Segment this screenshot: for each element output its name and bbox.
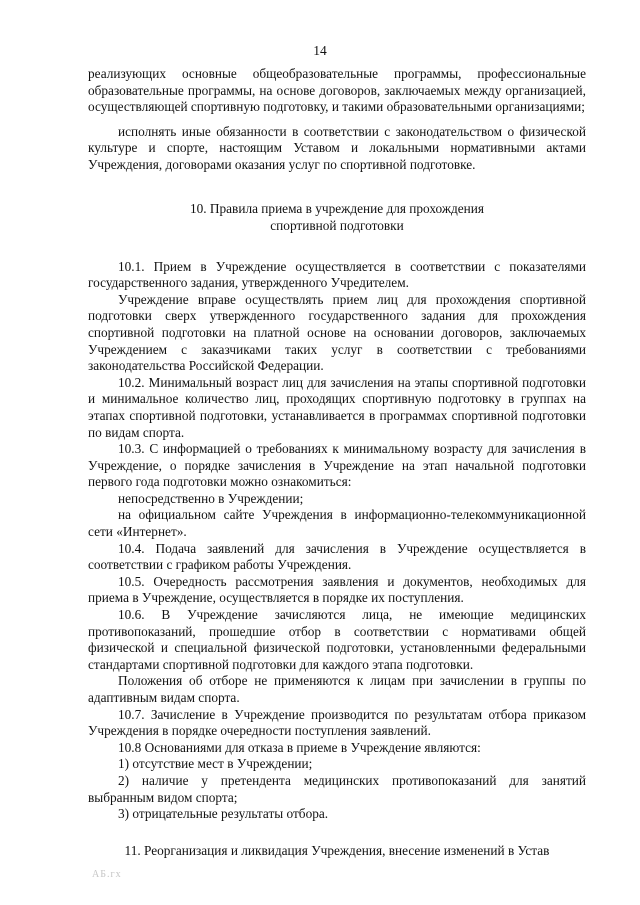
footer-mark: АБ.гх	[92, 869, 122, 880]
paragraph: на официальном сайте Учреждения в информационно-телекоммуникационной сети «Интернет».	[88, 507, 586, 540]
paragraph: 10.1. Прием в Учреждение осуществляется в соответствии с показателями государственного задания, утвержденного Учредителем.	[88, 258, 586, 291]
paragraph: исполнять иные обязанности в соответствии с законодательством о физической культуре и спорте, настоящим Уставом и локальными нормативными актами Учреждения, договорами оказания услуг по спортивной подготовке.	[88, 123, 586, 172]
paragraph: 10.4. Подача заявлений для зачисления в Учреждение осуществляется в соответствии с графиком работы Учреждения.	[88, 540, 586, 573]
document-body	[88, 66, 586, 859]
paragraph: 10.2. Минимальный возраст лиц для зачисления на этапы спортивной подготовки и минимальное количество лиц, проходящих спортивную подготовку в группах на этапах спортивной подготовки, устанавливается в программах спортивной подготовки по видам спорта.	[88, 374, 586, 440]
paragraph: Учреждение вправе осуществлять прием лиц для прохождения спортивной подготовки сверх утвержденного государственного задания для прохождения спортивной подготовки на платной основе на основании договоров, заключаемых Учреждением с заказчиками таких услуг в соответствии с требованиями законодательства Российской Федерации.	[88, 291, 586, 374]
page-number: 14	[313, 43, 327, 58]
section-heading-10: 10. Правила приема в учреждение для прохождения спортивной подготовки	[189, 200, 485, 234]
paragraph: 10.5. Очередность рассмотрения заявления и документов, необходимых для приема в Учреждение, осуществляется в порядке их поступления.	[88, 573, 586, 606]
paragraph: 10.8 Основаниями для отказа в приеме в Учреждение являются:	[118, 739, 481, 755]
section-heading-11: 11. Реорганизация и ликвидация Учреждения, внесение изменений в Устав	[124, 842, 550, 858]
paragraph: реализующих основные общеобразовательные программы, профессиональные образовательные программы, на основе договоров, заключаемых между организацией, осуществляющей спортивную подготовку, и такими образовательными организациями;	[88, 66, 586, 115]
paragraph: 10.3. С информацией о требованиях к минимальному возрасту для зачисления в Учреждение, о порядке зачисления в Учреждение на этап начальной подготовки первого года подготовки можно ознакомиться:	[88, 441, 586, 490]
list-item: 1) отсутствие мест в Учреждении;	[118, 756, 313, 772]
paragraph: 10.6. В Учреждение зачисляются лица, не имеющие медицинских противопоказаний, прошедшие отбор в соответствии с нормативами общей физической и специальной физической подготовки, установленными федеральными стандартами спортивной подготовки для каждого этапа подготовки.	[88, 607, 586, 672]
paragraph: 10.7. Зачисление в Учреждение производится по результатам отбора приказом Учреждения в порядке очередности поступления заявлений.	[88, 706, 586, 739]
list-item: 2) наличие у претендента медицинских противопоказаний для занятий выбранным видом спорта;	[88, 772, 586, 805]
list-item: 3) отрицательные результаты отбора.	[118, 806, 329, 822]
paragraph: Положения об отборе не применяются к лицам при зачислении в группы по адаптивным видам спорта.	[88, 673, 586, 705]
paragraph: непосредственно в Учреждении;	[118, 490, 304, 506]
